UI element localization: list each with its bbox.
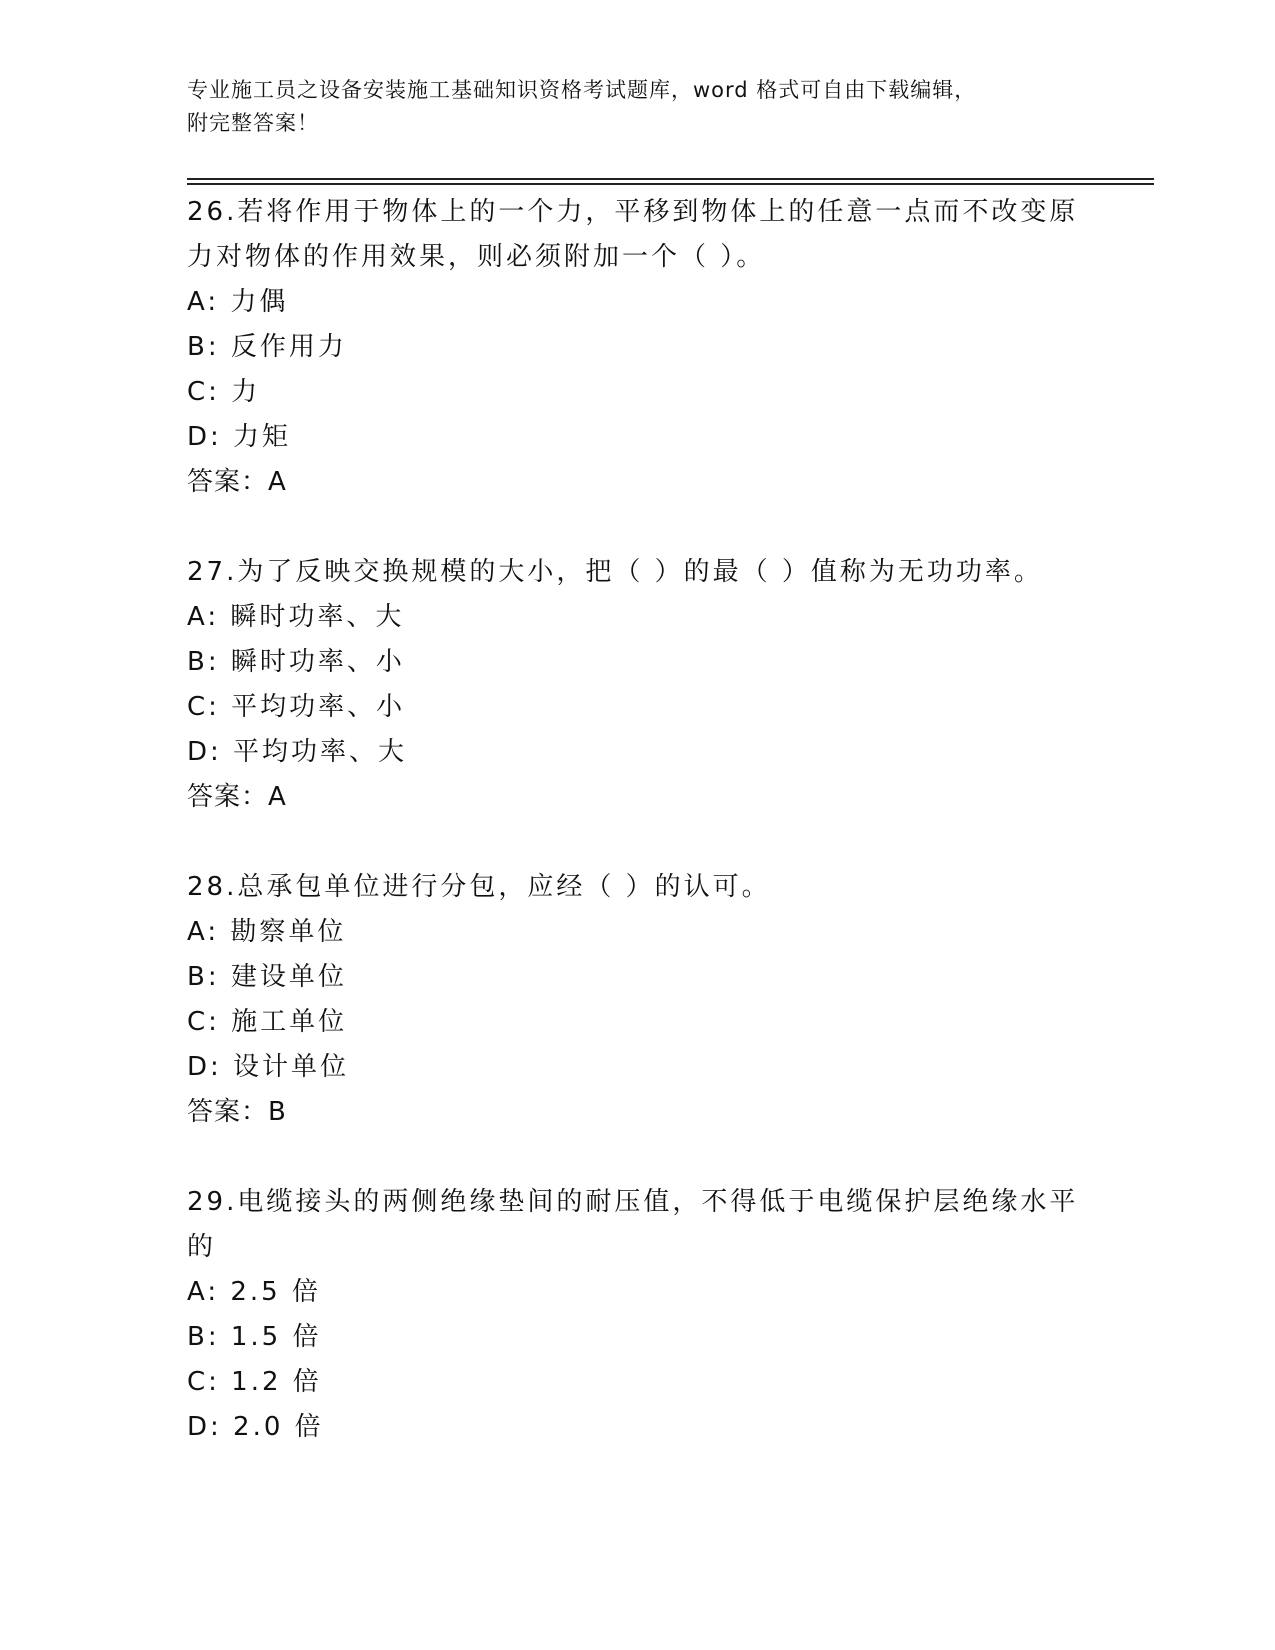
header-divider-top [187, 178, 1154, 180]
answer-line: 答案：A [187, 467, 287, 497]
question-29 [187, 1180, 1087, 1450]
option-a: A: 瞬时功率、大 [187, 602, 405, 632]
question-stem: 26.若将作用于物体上的一个力，平移到物体上的任意一点而不改变原力对物体的作用效果，则必须附加一个（ ）。 [187, 197, 1079, 272]
option-d: D: 2.0 倍 [187, 1412, 324, 1442]
question-stem: 29.电缆接头的两侧绝缘垫间的耐压值，不得低于电缆保护层绝缘水平的 [187, 1187, 1079, 1262]
option-a: A: 勘察单位 [187, 917, 347, 947]
option-a: A: 力偶 [187, 287, 289, 317]
answer-line: 答案：A [187, 782, 287, 812]
option-b: B: 瞬时功率、小 [187, 647, 405, 677]
option-a: A: 2.5 倍 [187, 1277, 321, 1307]
option-c: C: 1.2 倍 [187, 1367, 322, 1397]
option-b: B: 建设单位 [187, 962, 347, 992]
option-b: B: 反作用力 [187, 332, 347, 362]
question-26 [187, 190, 1087, 505]
question-27 [187, 550, 1087, 820]
option-c: C: 施工单位 [187, 1007, 348, 1037]
option-c: C: 力 [187, 377, 261, 407]
question-list [187, 190, 1087, 1495]
option-d: D: 力矩 [187, 422, 292, 452]
question-stem: 28.总承包单位进行分包，应经（ ）的认可。 [187, 872, 771, 902]
question-stem: 27.为了反映交换规模的大小，把（ ）的最（ ）值称为无功功率。 [187, 557, 1043, 587]
header-divider-bottom [187, 183, 1154, 185]
option-c: C: 平均功率、小 [187, 692, 406, 722]
question-28 [187, 865, 1087, 1135]
option-b: B: 1.5 倍 [187, 1322, 322, 1352]
option-d: D: 平均功率、大 [187, 737, 408, 767]
option-d: D: 设计单位 [187, 1052, 350, 1082]
answer-line: 答案：B [187, 1097, 287, 1127]
document-header: 专业施工员之设备安装施工基础知识资格考试题库，word 格式可自由下载编辑， 附完整答案！ [187, 78, 977, 135]
